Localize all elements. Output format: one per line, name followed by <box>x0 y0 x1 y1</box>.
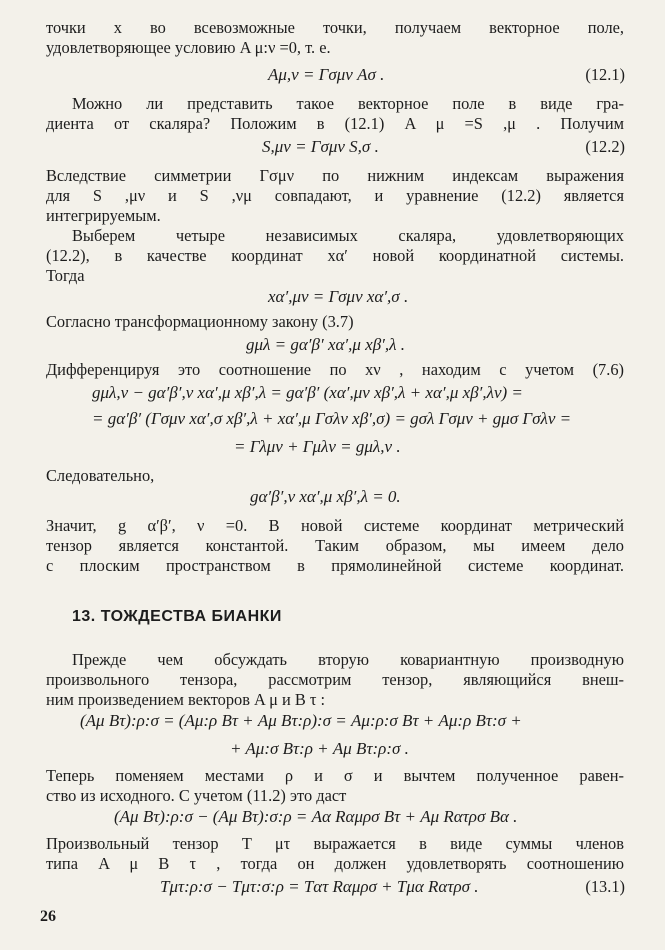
equation: xα′,μν = Γσμν xα′,σ . <box>268 287 409 306</box>
text-line: Следовательно, <box>46 466 155 485</box>
equation: gα′β′,ν xα′,μ xβ′,λ = 0. <box>250 487 401 506</box>
text-line: Тогда <box>46 266 85 285</box>
equation: gμλ = gα′β′ xα′,μ xβ′,λ . <box>246 335 406 354</box>
equation-number: (12.2) <box>585 137 625 156</box>
text-line: Прежде чем обсуждать вторую ковариантную производную <box>72 650 624 669</box>
text-line: (12.2), в качестве координат xα′ новой координатной системы. <box>46 246 624 265</box>
equation-13-1: Tμτ:ρ:σ − Tμτ:σ:ρ = Tατ Rαμρσ + Tμα Rατρσ . <box>160 877 479 896</box>
text-line: Вследствие симметрии Γσμν по нижним индексам выражения <box>46 166 624 185</box>
text-line: Теперь поменяем местами ρ и σ и вычтем полученное равен- <box>46 766 624 785</box>
text-line: тензор является константой. Таким образом, мы имеем дело <box>46 536 624 555</box>
text-line: Выберем четыре независимых скаляра, удовлетворяющих <box>72 226 624 245</box>
equation: (Aμ Bτ):ρ:σ − (Aμ Bτ):σ:ρ = Aα Rαμρσ Bτ + Aμ Rατρσ Bα . <box>114 807 518 826</box>
equation: gμλ,ν − gα′β′,ν xα′,μ xβ′,λ = gα′β′ (xα′,μν xβ′,λ + xα′,μ xβ′,λν) = <box>92 383 523 402</box>
text-line: точки x во всевозможные точки, получаем векторное поле, <box>46 18 624 37</box>
text-line: Дифференцируя это соотношение по xν , находим с учетом (7.6) <box>46 360 624 379</box>
text-line: интегрируемым. <box>46 206 161 225</box>
text-line: для S ,μν и S ,νμ совпадают, и уравнение (12.2) является <box>46 186 624 205</box>
text-line: ним произведением векторов A μ и B τ : <box>46 690 326 709</box>
text-line: ство из исходного. С учетом (11.2) это даст <box>46 786 347 805</box>
text-line: типа A μ B τ , тогда он должен удовлетворять соотношению <box>46 854 624 873</box>
equation-12-2: S,μν = Γσμν S,σ . <box>262 137 379 156</box>
equation: + Aμ:σ Bτ:ρ + Aμ Bτ:ρ:σ . <box>230 739 409 758</box>
equation: = Γλμν + Γμλν = gμλ,ν . <box>234 437 401 456</box>
equation: (Aμ Bτ):ρ:σ = (Aμ:ρ Bτ + Aμ Bτ:ρ):σ = Aμ:ρ:σ Bτ + Aμ:ρ Bτ:σ + <box>80 711 522 730</box>
equation-12-1: Aμ,ν = Γσμν Aσ . <box>268 65 385 84</box>
section-heading: 13. ТОЖДЕСТВА БИАНКИ <box>72 608 282 625</box>
text-line: произвольного тензора, рассмотрим тензор, являющийся внеш- <box>46 670 624 689</box>
page-number: 26 <box>40 908 56 925</box>
text-line: удовлетворяющее условию A μ:ν =0, т. е. <box>46 38 331 57</box>
text-line: Значит, g α′β′, ν =0. В новой системе координат метрический <box>46 516 624 535</box>
equation-number: (12.1) <box>585 65 625 84</box>
text-line: Можно ли представить такое векторное поле в виде гра- <box>72 94 624 113</box>
equation: = gα′β′ (Γσμν xα′,σ xβ′,λ + xα′,μ Γσλν xβ′,σ) = gσλ Γσμν + gμσ Γσλν = <box>92 409 572 428</box>
text-line: с плоским пространством в прямолинейной системе координат. <box>46 556 624 575</box>
text-line: Произвольный тензор T μτ выражается в виде суммы членов <box>46 834 624 853</box>
equation-number: (13.1) <box>585 877 625 896</box>
text-line: Согласно трансформационному закону (3.7) <box>46 312 354 331</box>
text-line: диента от скаляра? Положим в (12.1) A μ =S ,μ . Получим <box>46 114 624 133</box>
